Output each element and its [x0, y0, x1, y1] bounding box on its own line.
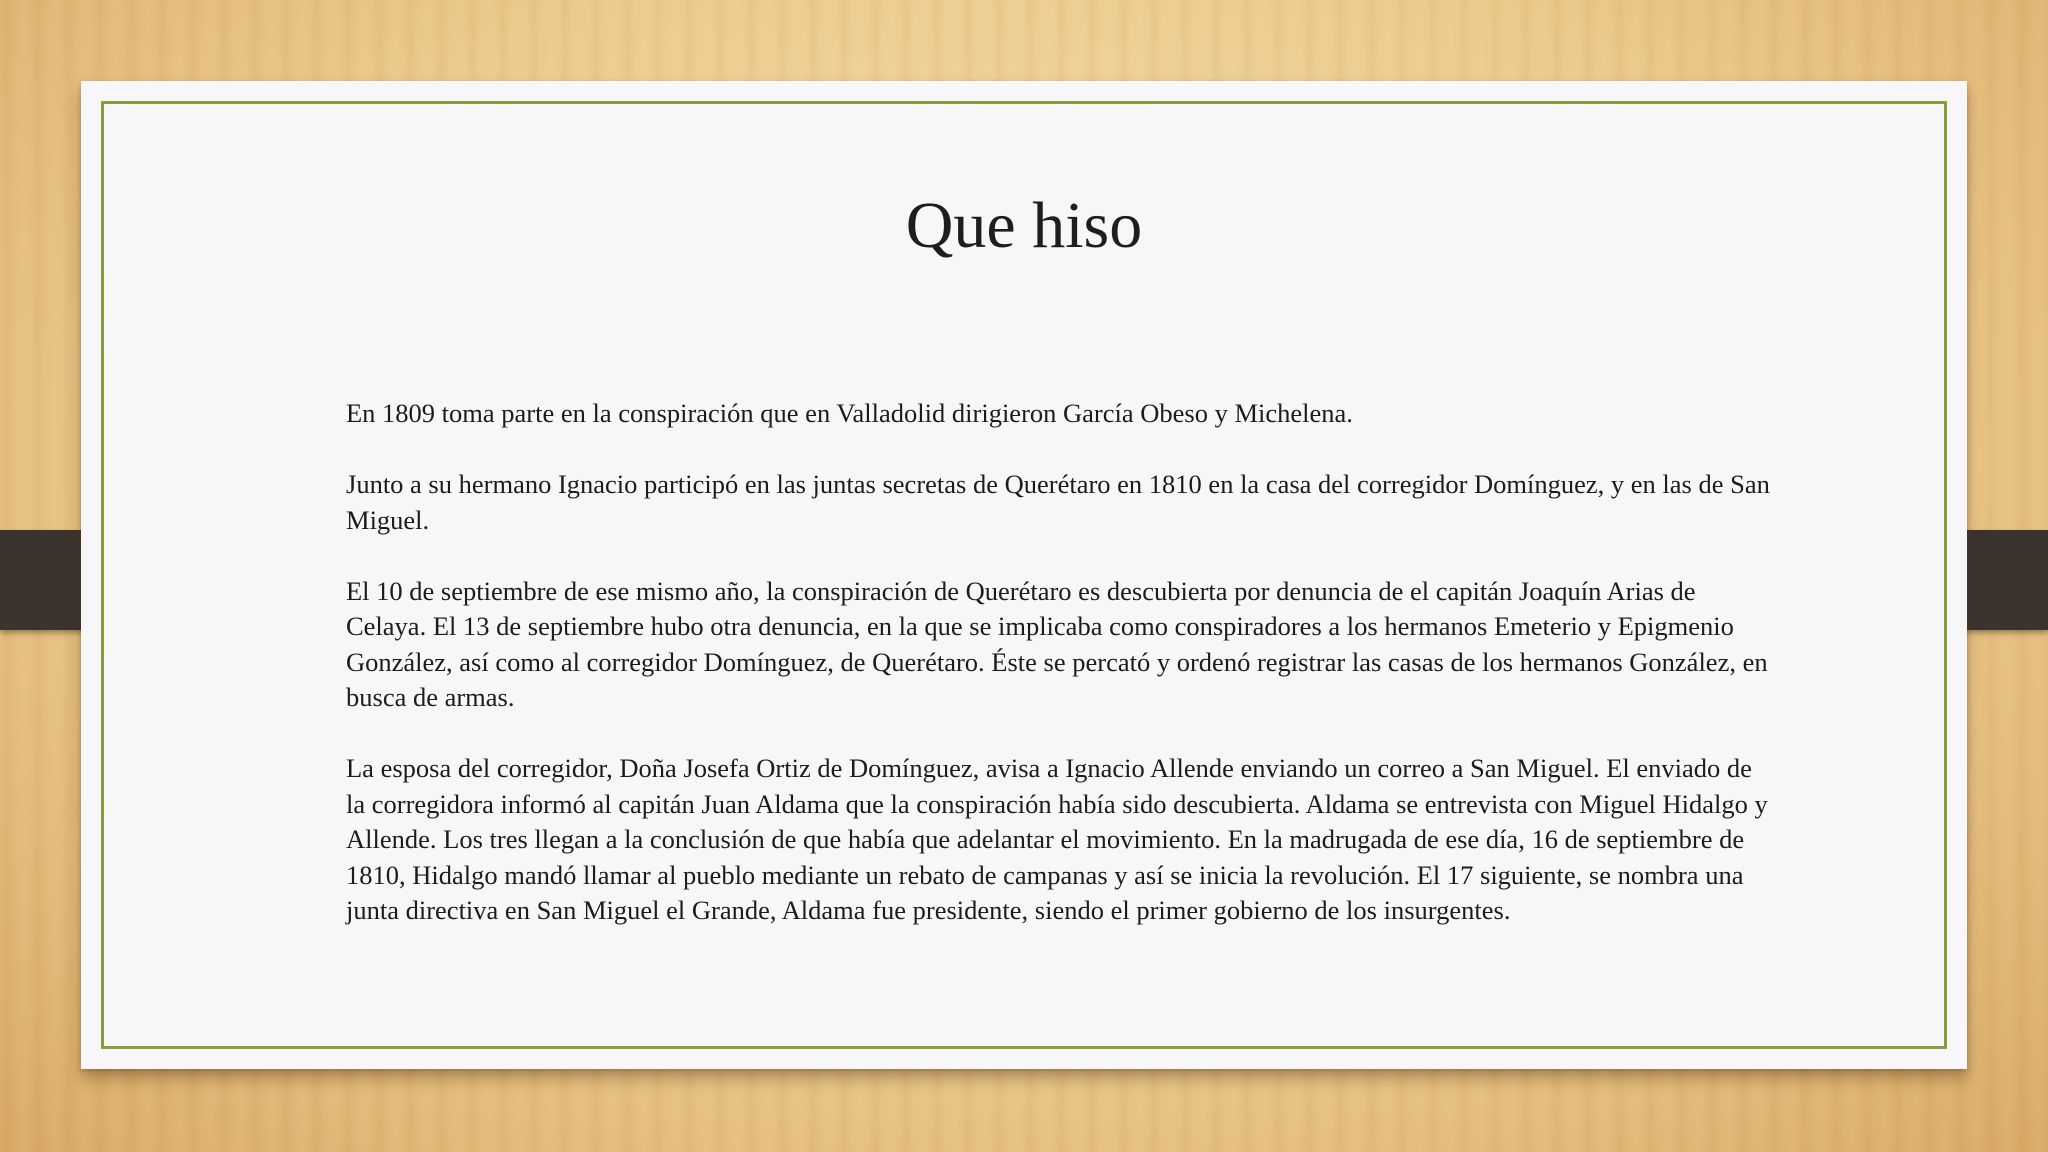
paragraph-2: Junto a su hermano Ignacio participó en las juntas secretas de Querétaro en 1810 en la casa del corregidor Domínguez, y en las de San Miguel. [346, 469, 1770, 535]
paragraph-3: El 10 de septiembre de ese mismo año, la conspiración de Querétaro es descubierta por denuncia de el capitán Joaquín Arias de Celaya. El 13 de septiembre hubo otra denuncia, en la que se implicaba como conspiradores a los hermanos Emeterio y Epigmenio González, así como al corregidor Domínguez, de Querétaro. Éste se percató y ordenó registrar las casas de los hermanos González, en busca de armas. [346, 575, 1768, 712]
paragraph-1: En 1809 toma parte en la conspiración que en Valladolid dirigieron García Obeso y Michelena. [346, 398, 1353, 428]
slide-body [346, 396, 1776, 964]
slide-title: Que hiso [905, 189, 1143, 262]
paragraph-4: La esposa del corregidor, Doña Josefa Ortiz de Domínguez, avisa a Ignacio Allende enviando un correo a San Miguel. El enviado de la corregidora informó al capitán Juan Aldama que la conspiración había sido descubierta. Aldama se entrevista con Miguel Hidalgo y Allende. Los tres llegan a la conclusión de que había que adelantar el movimiento. En la madrugada de ese día, 16 de septiembre de 1810, Hidalgo mandó llamar al pueblo mediante un rebato de campanas y así se inicia la revolución. El 17 siguiente, se nombra una junta directiva en San Miguel el Grande, Aldama fue presidente, siendo el primer gobierno de los insurgentes. [346, 753, 1768, 925]
slide-card [81, 81, 1967, 1069]
